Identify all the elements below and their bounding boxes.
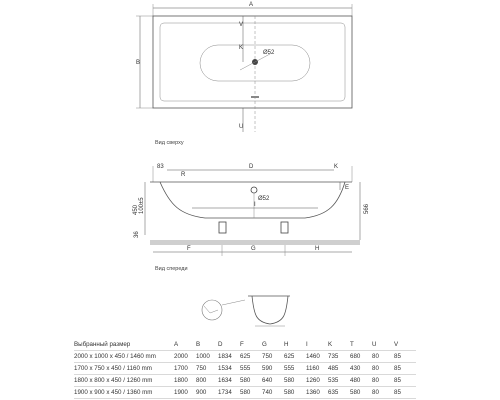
- cell: 555: [284, 365, 295, 372]
- table-row[interactable]: [74, 351, 416, 363]
- cell: 485: [328, 365, 339, 372]
- cell: 1360: [306, 389, 320, 396]
- label-e: E: [345, 185, 350, 191]
- cell: 625: [240, 353, 251, 360]
- cell: 85: [394, 365, 401, 372]
- top-view: [136, 2, 352, 146]
- cell: 80: [372, 389, 379, 396]
- header-size: Выбранный размер: [74, 341, 131, 348]
- cell: 555: [240, 365, 251, 372]
- caption-front-view: Вид спереди: [155, 266, 188, 272]
- header-col: G: [262, 341, 267, 348]
- header-col: V: [394, 341, 399, 348]
- cell: 580: [240, 389, 251, 396]
- header-col: A: [174, 341, 179, 348]
- cell: 1260: [306, 377, 320, 384]
- cell: 1534: [218, 365, 232, 372]
- cell: 1834: [218, 353, 232, 360]
- right-foot: [281, 222, 288, 233]
- cell: 580: [350, 389, 361, 396]
- detail-circle: [202, 300, 222, 320]
- label-r: R: [181, 172, 186, 178]
- table-row[interactable]: [74, 363, 416, 375]
- label-83: 83: [157, 164, 164, 170]
- cell: 2000: [174, 353, 188, 360]
- cell: 480: [350, 377, 361, 384]
- label-f: F: [187, 246, 191, 252]
- detail-sketch: [202, 296, 290, 326]
- overflow-icon: [251, 96, 259, 98]
- table-row[interactable]: [74, 375, 416, 387]
- cell: 535: [328, 377, 339, 384]
- cell: 640: [262, 377, 273, 384]
- cell: 680: [350, 353, 361, 360]
- cell: 750: [196, 365, 207, 372]
- cell: 800: [196, 377, 207, 384]
- table-header-row: [74, 339, 416, 351]
- detail-curve: [204, 306, 218, 313]
- floor-hatch: [150, 240, 360, 245]
- header-col: B: [196, 341, 201, 348]
- cell: 580: [284, 389, 295, 396]
- cell: 85: [394, 353, 401, 360]
- header-col: F: [240, 341, 244, 348]
- label-d: D: [249, 164, 254, 170]
- header-col: H: [284, 341, 289, 348]
- cell: 735: [328, 353, 339, 360]
- row-size: 1800 x 800 x 450 / 1260 mm: [74, 377, 153, 384]
- label-g: G: [251, 246, 256, 252]
- cell: 625: [284, 353, 295, 360]
- row-size: 1900 x 900 x 450 / 1360 mm: [74, 389, 153, 396]
- cell: 580: [240, 377, 251, 384]
- row-size: 2000 x 1000 x 450 / 1460 mm: [74, 353, 156, 360]
- cell: 1460: [306, 353, 320, 360]
- table-row[interactable]: [74, 387, 416, 399]
- cell: 430: [350, 365, 361, 372]
- label-h: H: [315, 246, 320, 252]
- front-drain-icon: [251, 187, 257, 193]
- cell: 1700: [174, 365, 188, 372]
- label-k-top: K: [239, 45, 244, 51]
- cell: 635: [328, 389, 339, 396]
- left-foot: [219, 222, 226, 233]
- cell: 85: [394, 389, 401, 396]
- cell: 740: [262, 389, 273, 396]
- header-col: T: [350, 341, 354, 348]
- label-u: U: [239, 124, 244, 130]
- label-dia-front: Ø52: [258, 196, 270, 202]
- row-size: 1700 x 750 x 450 / 1160 mm: [74, 365, 152, 372]
- label-b: B: [136, 60, 141, 66]
- header-col: I: [306, 341, 308, 348]
- cell: 1634: [218, 377, 232, 384]
- cell: 1900: [174, 389, 188, 396]
- cell: 590: [262, 365, 273, 372]
- front-view: [133, 164, 370, 272]
- cell: 80: [372, 377, 379, 384]
- cell: 900: [196, 389, 207, 396]
- label-a: A: [249, 2, 254, 8]
- cell: 1160: [306, 365, 320, 372]
- cell: 80: [372, 353, 379, 360]
- label-566: 566: [364, 203, 370, 214]
- size-table: [74, 339, 416, 399]
- label-100: 100±5: [139, 197, 145, 214]
- header-col: U: [372, 341, 377, 348]
- label-k-front: K: [334, 164, 339, 170]
- label-dia-top: Ø52: [263, 50, 275, 56]
- cell: 80: [372, 365, 379, 372]
- caption-top-view: Вид сверху: [155, 140, 184, 146]
- header-col: D: [218, 341, 223, 348]
- detail-tub-section: [248, 296, 290, 324]
- label-36: 36: [134, 231, 140, 238]
- header-col: K: [328, 341, 333, 348]
- detail-leader: [222, 300, 245, 305]
- cell: 1000: [196, 353, 210, 360]
- label-v: V: [239, 22, 244, 28]
- label-450: 450: [133, 204, 139, 215]
- label-i: I: [254, 202, 256, 208]
- cell: 1734: [218, 389, 232, 396]
- cell: 1800: [174, 377, 188, 384]
- cell: 85: [394, 377, 401, 384]
- cell: 580: [284, 377, 295, 384]
- cell: 750: [262, 353, 273, 360]
